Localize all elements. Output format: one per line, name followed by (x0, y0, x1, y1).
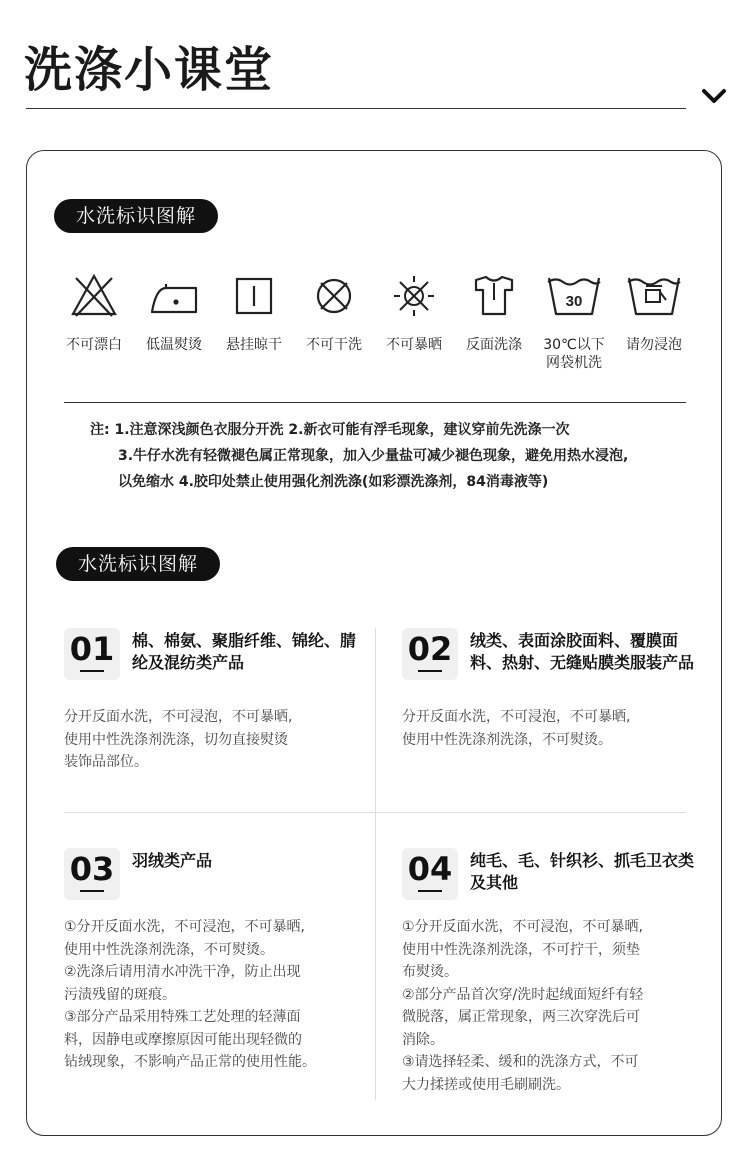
number-underline (418, 890, 442, 892)
body-line: ①分开反面水洗，不可浸泡，不可暴晒, (402, 919, 643, 935)
body-line: 使用中性洗涤剂洗涤，切勿直接熨烫 (64, 731, 288, 748)
symbol-label: 不可暴晒 (386, 337, 442, 353)
wash-symbols-row (54, 270, 704, 380)
body-line: 大力揉搓或使用毛刷刷洗。 (402, 1076, 570, 1093)
care-block-04 (402, 848, 695, 1098)
symbol-label: 30℃以下 网袋机洗 (543, 337, 605, 371)
symbol-no-sun (374, 270, 454, 354)
block-body (64, 916, 364, 1074)
block-body (64, 706, 364, 774)
body-line: ③请选择轻柔、缓和的洗涤方式，不可 (402, 1054, 639, 1070)
block-title: 羽绒类产品 (132, 851, 213, 870)
care-block-03 (64, 848, 354, 1088)
low-iron-icon (146, 270, 202, 322)
body-line: ①分开反面水洗，不可浸泡，不可暴晒, (64, 919, 305, 935)
hang-dry-icon (226, 270, 282, 322)
number-badge (402, 848, 458, 900)
note-line-1: 注: 1.注意深浅颜色衣服分开洗 2.新衣可能有浮毛现象，建议穿前先洗涤一次 (90, 422, 570, 438)
number-badge (64, 848, 120, 900)
no-soak-icon (626, 270, 682, 322)
grid-divider-vertical (375, 628, 376, 1100)
body-line: 消除。 (402, 1031, 444, 1048)
symbol-no-bleach (54, 270, 134, 354)
body-line: 布熨烫。 (402, 964, 458, 980)
block-body (402, 706, 702, 751)
body-line: 使用中性洗涤剂洗涤，不可拧干，须垫 (402, 941, 640, 958)
block-body (402, 916, 702, 1096)
block-title: 纯毛、毛、针织衫、抓毛卫衣类及其他 (470, 851, 695, 892)
wash-30-icon (546, 270, 602, 322)
symbol-no-dry-clean (294, 270, 374, 354)
body-line: ③部分产品采用特殊工艺处理的轻薄面 (64, 1009, 301, 1025)
no-dry-clean-icon (306, 270, 362, 322)
block-number: 01 (69, 630, 115, 668)
body-line: ②部分产品首次穿/洗时起绒面短纤有轻 (402, 986, 644, 1003)
body-line: 料，因静电或摩擦原因可能出现轻微的 (64, 1031, 302, 1048)
care-block-01 (64, 628, 357, 798)
no-sun-icon (386, 270, 442, 322)
symbol-hang-dry (214, 270, 294, 354)
symbol-wash-inside-out (454, 270, 534, 354)
no-bleach-icon (66, 270, 122, 322)
symbol-label: 不可干洗 (306, 337, 362, 353)
notes-divider (64, 402, 686, 403)
number-underline (80, 670, 104, 672)
symbol-label: 低温熨烫 (146, 337, 202, 353)
title-divider (26, 108, 686, 109)
number-underline (418, 670, 442, 672)
number-badge (402, 628, 458, 680)
section-pill-wash-symbols: 水洗标识图解 (54, 199, 218, 233)
page-title: 洗涤小课堂 (24, 42, 275, 98)
body-line: 微脱落，属正常现象，两三次穿洗后可 (402, 1009, 640, 1025)
block-title: 绒类、表面涂胶面料、覆膜面料、热射、无缝贴膜类服装产品 (470, 631, 695, 672)
body-line: 使用中性洗涤剂洗涤，不可熨烫。 (402, 731, 612, 748)
body-line: 分开反面水洗，不可浸泡，不可暴晒, (64, 709, 293, 725)
care-block-02 (402, 628, 695, 798)
symbol-label: 不可漂白 (66, 337, 122, 353)
symbol-label: 反面洗涤 (466, 337, 522, 353)
number-underline (80, 890, 104, 892)
chevron-down-icon[interactable] (700, 86, 728, 106)
block-number: 04 (407, 850, 453, 888)
note-line-2: 3.牛仔水洗有轻微褪色属正常现象，加入少量盐可减少褪色现象，避免用热水浸泡, (118, 448, 629, 464)
wash-temperature-badge: 30 (565, 293, 583, 310)
body-line: 装饰品部位。 (64, 754, 148, 770)
number-badge (64, 628, 120, 680)
body-line: 钻绒现象，不影响产品正常的使用性能。 (64, 1054, 316, 1070)
body-line: 分开反面水洗，不可浸泡，不可暴晒, (402, 709, 631, 725)
body-line: 使用中性洗涤剂洗涤，不可熨烫。 (64, 941, 274, 958)
section-pill-fabric-care: 水洗标识图解 (56, 547, 220, 581)
block-number: 03 (69, 850, 115, 888)
symbol-wash-30 (534, 270, 614, 372)
grid-divider-horizontal (64, 812, 686, 813)
symbol-no-soak (614, 270, 694, 354)
body-line: ②洗涤后请用清水冲洗干净，防止出现 (64, 964, 301, 980)
body-line: 污渍残留的斑痕。 (64, 986, 176, 1003)
block-title: 棉、棉氨、聚脂纤维、锦纶、腈纶及混纺类产品 (132, 631, 357, 672)
symbol-label: 请勿浸泡 (626, 337, 682, 353)
symbol-label: 悬挂晾干 (226, 337, 282, 353)
block-number: 02 (407, 630, 453, 668)
note-line-3: 以免缩水 4.胶印处禁止使用强化剂洗涤(如彩漂洗涤剂，84消毒液等) (118, 474, 549, 490)
wash-inside-out-icon (466, 270, 522, 322)
symbol-low-iron (134, 270, 214, 354)
